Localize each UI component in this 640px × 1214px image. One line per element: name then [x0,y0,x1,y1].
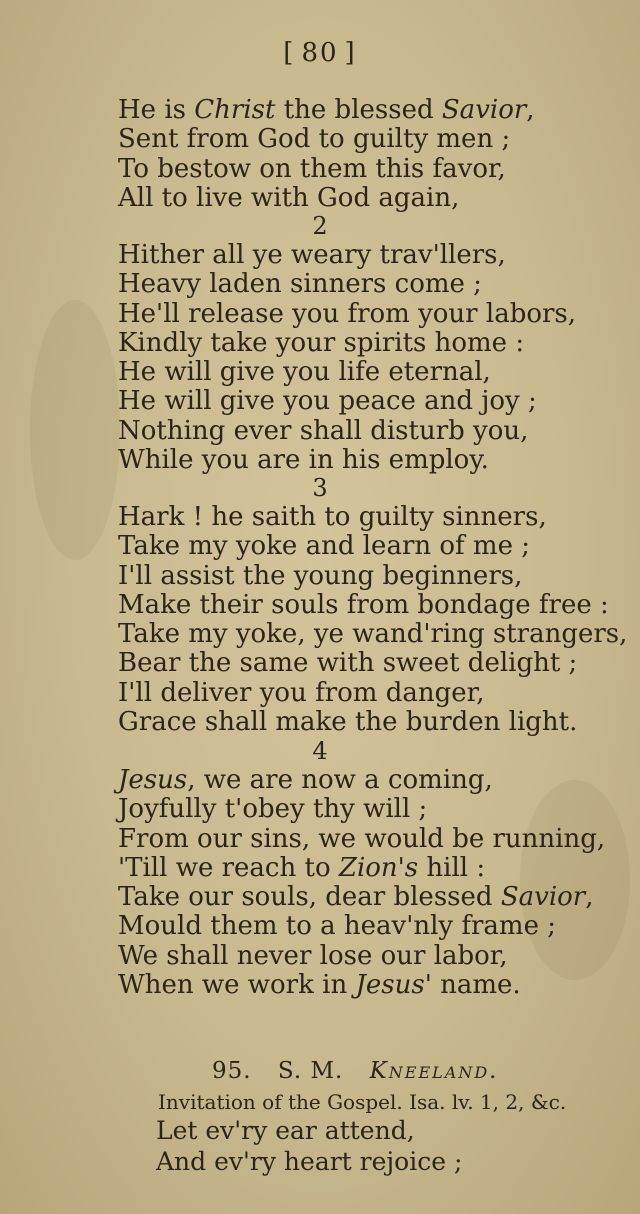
verse-line: He'll release you from your labors, [118,298,577,329]
verse-line: Take my yoke, ye wand'ring strangers, [118,619,628,650]
page-header: [ 80 ] [283,38,357,68]
verse-line: Joyfully t'obey thy will ; [118,794,428,825]
verse-line: Heavy laden sinners come ; [118,269,482,300]
verse-line: And ev'ry heart rejoice ; [156,1147,463,1176]
hymn-tune-name: Kneeland. [369,1058,499,1084]
verse-line: Let ev'ry ear attend, [156,1116,415,1145]
hymn-heading [212,1058,499,1084]
verse-line: When we work in Jesus' name. [118,970,521,1001]
verse-line: Take our souls, dear blessed Savior, [118,882,594,913]
verse-line: I'll deliver you from danger, [118,677,485,708]
stanza-number: 4 [312,737,328,765]
hymn-meter: S. M. [277,1058,344,1084]
verse-line: Nothing ever shall disturb you, [118,415,529,446]
verse-line: Hark ! he saith to guilty sinners, [118,502,547,532]
verse-line: To bestow on them this favor, [118,153,506,184]
verse-line: We shall never lose our labor, [118,940,508,971]
verse-line: Take my yoke and learn of me ; [118,531,530,562]
verse-line: Sent from God to guilty men ; [118,124,511,155]
paper-stain [30,300,120,560]
verse-line: Grace shall make the burden light. [118,707,578,738]
hymn-95-verse [156,1115,462,1177]
verse-line: Make their souls from bondage free : [118,589,609,620]
verse-line: He will give you peace and joy ; [118,386,537,417]
verse-line: Kindly take your spirits home : [118,327,525,358]
stanza-number: 2 [312,212,328,240]
stanza-number: 3 [312,474,328,502]
verse-line: He is Christ the blessed Savior, [118,95,535,125]
verse-line: All to live with God again, [118,182,460,213]
verse-line: Mould them to a heav'nly frame ; [118,911,556,942]
page-number: 80 [301,38,339,68]
verse-line: Jesus, we are now a coming, [118,765,493,795]
stanza-4 [118,766,605,1000]
verse-line: While you are in his employ. [118,445,489,476]
hymn-number: 95. [212,1058,252,1084]
verse-line: 'Till we reach to Zion's hill : [118,852,486,883]
verse-line: I'll assist the young beginners, [118,560,523,591]
stanza-1 [118,96,535,213]
stanza-3 [118,503,627,737]
stanza-2 [118,241,576,475]
verse-line: He will give you life eternal, [118,357,491,388]
verse-line: From our sins, we would be running, [118,823,606,854]
verse-line: Hither all ye weary trav'llers, [118,240,506,270]
verse-line: Bear the same with sweet delight ; [118,648,578,679]
hymn-subtitle: Invitation of the Gospel. Isa. lv. 1, 2, &c. [158,1090,567,1114]
